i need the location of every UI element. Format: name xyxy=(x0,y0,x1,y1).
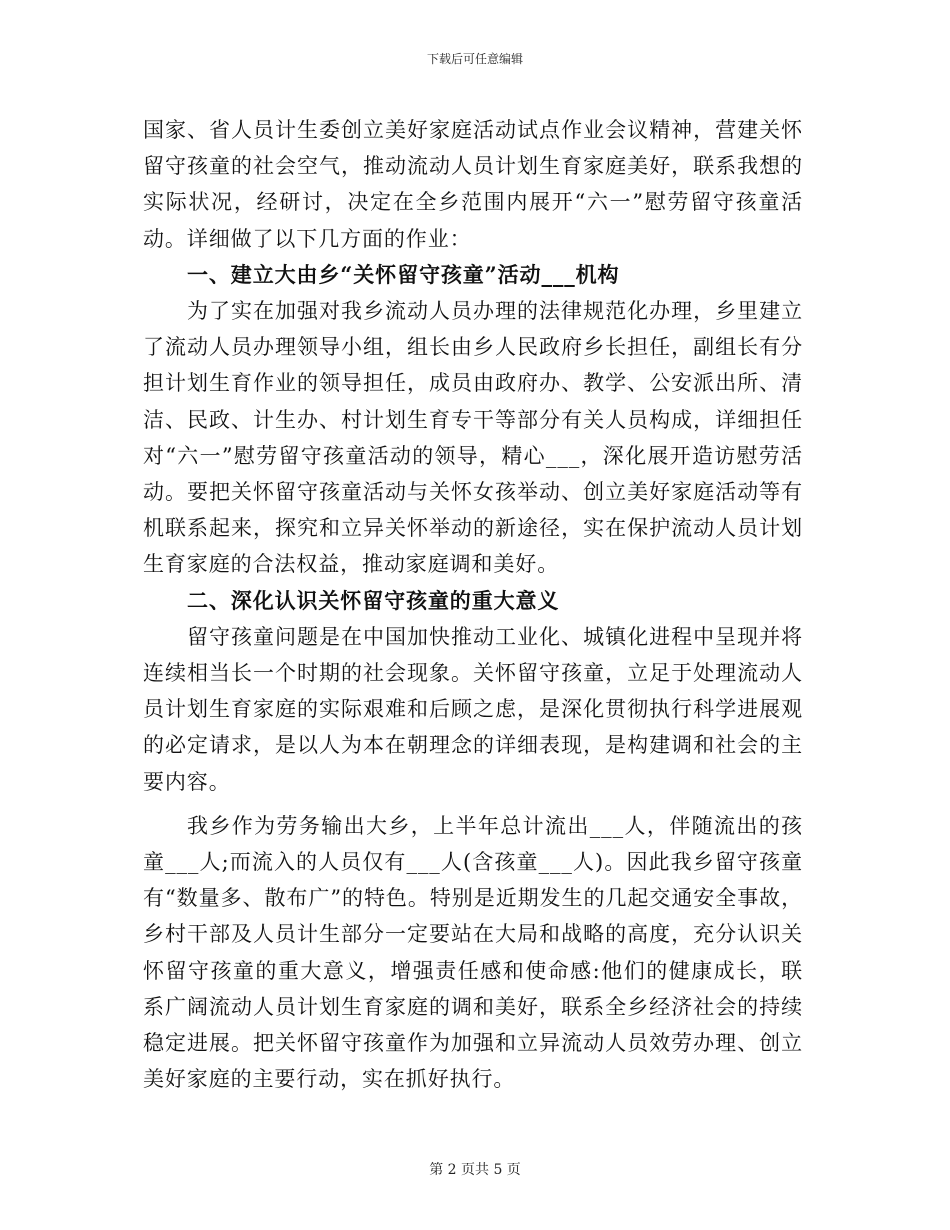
page-number: 第 2 页共 5 页 xyxy=(429,1162,521,1178)
page-header: 下载后可任意编辑 xyxy=(426,52,523,66)
body-paragraph: 我乡作为劳务输出大乡，上半年总计流出___人，伴随流出的孩童___人;而流入的人员仅有___人(含孩童___人)。因此我乡留守孩童有“数量多、散布广”的特色。特别是近期发生的几起交通安全事故，乡村干部及人员计生部分一定要站在大局和战略的高度，充分认识关怀留守孩童的重大意义，增强责任感和使命感:他们的健康成长，联系广阔流动人员计划生育家庭的调和美好，联系全乡经济社会的持续稳定进展。把关怀留守孩童作为加强和立异流动人员效劳办理、创立美好家庭的主要行动，实在抓好执行。 xyxy=(143,813,803,1092)
section-heading: 一、建立大由乡“关怀留守孩童”活动___机构 xyxy=(187,261,620,287)
section-heading: 二、深化认识关怀留守孩童的重大意义 xyxy=(187,587,560,613)
document-body xyxy=(143,112,803,1097)
body-paragraph: 为了实在加强对我乡流动人员办理的法律规范化办理，乡里建立了流动人员办理领导小组，组长由乡人民政府乡长担任，副组长有分担计划生育作业的领导担任，成员由政府办、教学、公安派出所、清洁、民政、计生办、村计划生育专干等部分有关人员构成，详细担任对“六一”慰劳留守孩童活动的领导，精心___，深化展开造访慰劳活动。要把关怀留守孩童活动与关怀女孩举动、创立美好家庭活动等有机联系起来，探究和立异关怀举动的新途径，实在保护流动人员计划生育家庭的合法权益，推动家庭调和美好。 xyxy=(143,299,803,577)
body-paragraph: 留守孩童问题是在中国加快推动工业化、城镇化进程中呈现并将连续相当长一个时期的社会现象。关怀留守孩童，立足于处理流动人员计划生育家庭的实际艰难和后顾之虑，是深化贯彻执行科学进展观的必定请求，是以人为本在朝理念的详细表现，是构建调和社会的主要内容。 xyxy=(143,624,803,794)
body-paragraph: 国家、省人员计生委创立美好家庭活动试点作业会议精神，营建关怀留守孩童的社会空气，推动流动人员计划生育家庭美好，联系我想的实际状况，经研讨，决定在全乡范围内展开“六一”慰劳留守孩童活动。详细做了以下几方面的作业： xyxy=(143,118,803,251)
